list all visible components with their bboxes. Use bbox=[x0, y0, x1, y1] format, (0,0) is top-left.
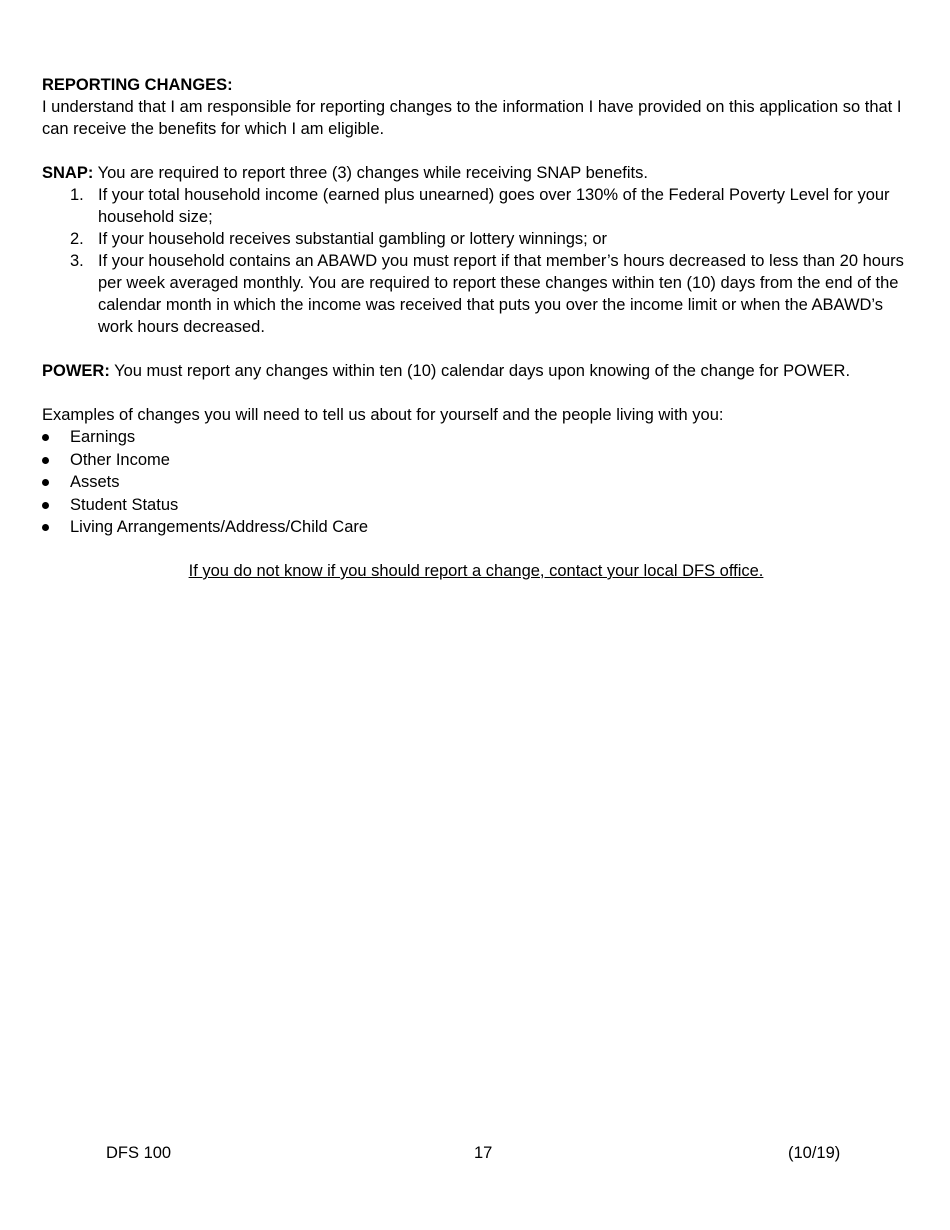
examples-list bbox=[42, 426, 910, 538]
snap-intro: You are required to report three (3) changes while receiving SNAP benefits. bbox=[93, 164, 648, 182]
list-item bbox=[42, 494, 910, 516]
reporting-changes-section bbox=[42, 74, 910, 140]
list-item bbox=[42, 426, 910, 448]
document-body bbox=[42, 74, 910, 582]
reporting-changes-heading: REPORTING CHANGES: bbox=[42, 76, 233, 94]
bullet-icon bbox=[42, 479, 49, 486]
power-label: POWER: bbox=[42, 362, 110, 380]
snap-intro-line bbox=[42, 162, 910, 184]
list-item-text: Other Income bbox=[70, 450, 170, 469]
list-item-text: If your household receives substantial gambling or lottery winnings; or bbox=[98, 230, 608, 248]
list-item-number: 2. bbox=[70, 230, 84, 248]
list-item bbox=[42, 228, 910, 250]
examples-intro: Examples of changes you will need to tell us about for yourself and the people living with you: bbox=[42, 406, 724, 424]
snap-requirements-list bbox=[42, 184, 910, 338]
list-item-text: Living Arrangements/Address/Child Care bbox=[70, 518, 369, 536]
page-footer bbox=[0, 1142, 950, 1164]
list-item bbox=[42, 516, 910, 538]
list-item bbox=[42, 449, 910, 471]
snap-label: SNAP: bbox=[42, 164, 94, 182]
examples-section bbox=[42, 404, 910, 538]
snap-section bbox=[42, 162, 910, 338]
bullet-icon bbox=[42, 457, 49, 464]
bullet-icon bbox=[42, 502, 49, 509]
reporting-changes-text: I understand that I am responsible for reporting changes to the information I have provided on this application so that I can receive the benefits for which I am eligible. bbox=[42, 98, 902, 138]
contact-notice-text: If you do not know if you should report a change, contact your local DFS office. bbox=[188, 562, 764, 580]
bullet-icon bbox=[42, 524, 49, 531]
form-number: DFS 100 bbox=[106, 1144, 172, 1162]
list-item-text: Assets bbox=[70, 473, 120, 491]
list-item-number: 1. bbox=[70, 186, 84, 204]
list-item-text: If your total household income (earned plus unearned) goes over 130% of the Federal Poverty Level for your household size; bbox=[98, 186, 890, 226]
power-text: You must report any changes within ten (10) calendar days upon knowing of the change for POWER. bbox=[109, 362, 851, 380]
list-item-text: If your household contains an ABAWD you must report if that member’s hours decreased to less than 20 hours per week averaged monthly. You are required to report these changes within ten (10) days from the end of the calendar month in which the income was received that puts you over the income limit or when the ABAWD’s work hours decreased. bbox=[98, 252, 904, 336]
list-item bbox=[42, 250, 910, 338]
revision-date: (10/19) bbox=[788, 1144, 841, 1162]
list-item-text: Earnings bbox=[70, 428, 136, 446]
page-number: 17 bbox=[474, 1144, 493, 1162]
list-item bbox=[42, 471, 910, 493]
contact-notice bbox=[42, 560, 910, 582]
list-item-text: Student Status bbox=[70, 495, 179, 514]
power-section bbox=[42, 360, 910, 382]
list-item bbox=[42, 184, 910, 228]
power-line bbox=[42, 360, 910, 382]
list-item-number: 3. bbox=[70, 252, 84, 270]
bullet-icon bbox=[42, 434, 49, 441]
